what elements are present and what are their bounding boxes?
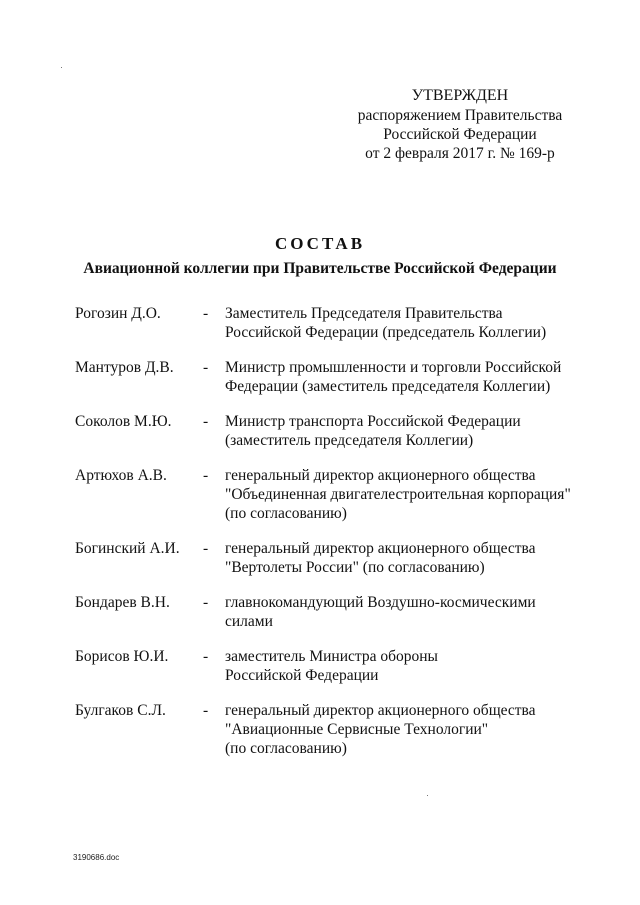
member-name: Богинский А.И. [75, 540, 180, 557]
title-block [0, 233, 640, 280]
scan-speck [61, 67, 62, 68]
member-role: заместитель Министра обороны Российской Федерации [225, 648, 438, 684]
member-row [75, 647, 575, 685]
document-file-id: 3190686.doc [73, 853, 120, 862]
document-subtitle: Авиационной коллегии при Правительстве Российской Федерации [83, 260, 557, 277]
member-dash: - [203, 359, 209, 376]
approval-stamp [345, 86, 575, 163]
member-name: Артюхов А.В. [75, 467, 167, 484]
member-dash: - [203, 467, 209, 484]
approval-date-line: от 2 февраля 2017 г. № 169-р [365, 145, 555, 162]
member-name: Бондарев В.Н. [75, 594, 170, 611]
member-role: генеральный директор акционерного общества "Объединенная двигателестроительная корпорация" (по согласованию) [225, 467, 571, 522]
approval-line: распоряжением Правительства [357, 107, 563, 124]
member-role: генеральный директор акционерного общества "Вертолеты России" (по согласованию) [225, 540, 536, 576]
member-name: Рогозин Д.О. [75, 305, 161, 322]
member-name: Мантуров Д.В. [75, 359, 174, 376]
member-row [75, 358, 575, 396]
member-dash: - [203, 305, 209, 322]
member-role: генеральный директор акционерного общества "Авиационные Сервисные Технологии" (по согласованию) [225, 702, 536, 757]
approval-heading: УТВЕРЖДЕН [411, 87, 509, 104]
member-row [75, 304, 575, 342]
member-list [75, 304, 575, 774]
member-row [75, 466, 575, 523]
member-dash: - [203, 702, 209, 719]
member-role: Заместитель Председателя Правительства Российской Федерации (председатель Коллегии) [225, 305, 547, 341]
member-row [75, 539, 575, 577]
document-title: СОСТАВ [274, 234, 366, 253]
member-name: Булгаков С.Л. [75, 702, 166, 719]
member-role: Министр промышленности и торговли Российской Федерации (заместитель председателя Коллегии) [225, 359, 562, 395]
member-name: Соколов М.Ю. [75, 413, 172, 430]
member-dash: - [203, 648, 209, 665]
scan-speck [427, 795, 428, 796]
member-dash: - [203, 594, 209, 611]
member-row [75, 701, 575, 758]
member-dash: - [203, 540, 209, 557]
member-row [75, 412, 575, 450]
member-row [75, 593, 575, 631]
member-dash: - [203, 413, 209, 430]
approval-line: Российской Федерации [383, 126, 537, 143]
member-role: Министр транспорта Российской Федерации (заместитель председателя Коллегии) [225, 413, 521, 449]
member-name: Борисов Ю.И. [75, 648, 169, 665]
member-role: главнокомандующий Воздушно-космическими силами [225, 594, 536, 630]
